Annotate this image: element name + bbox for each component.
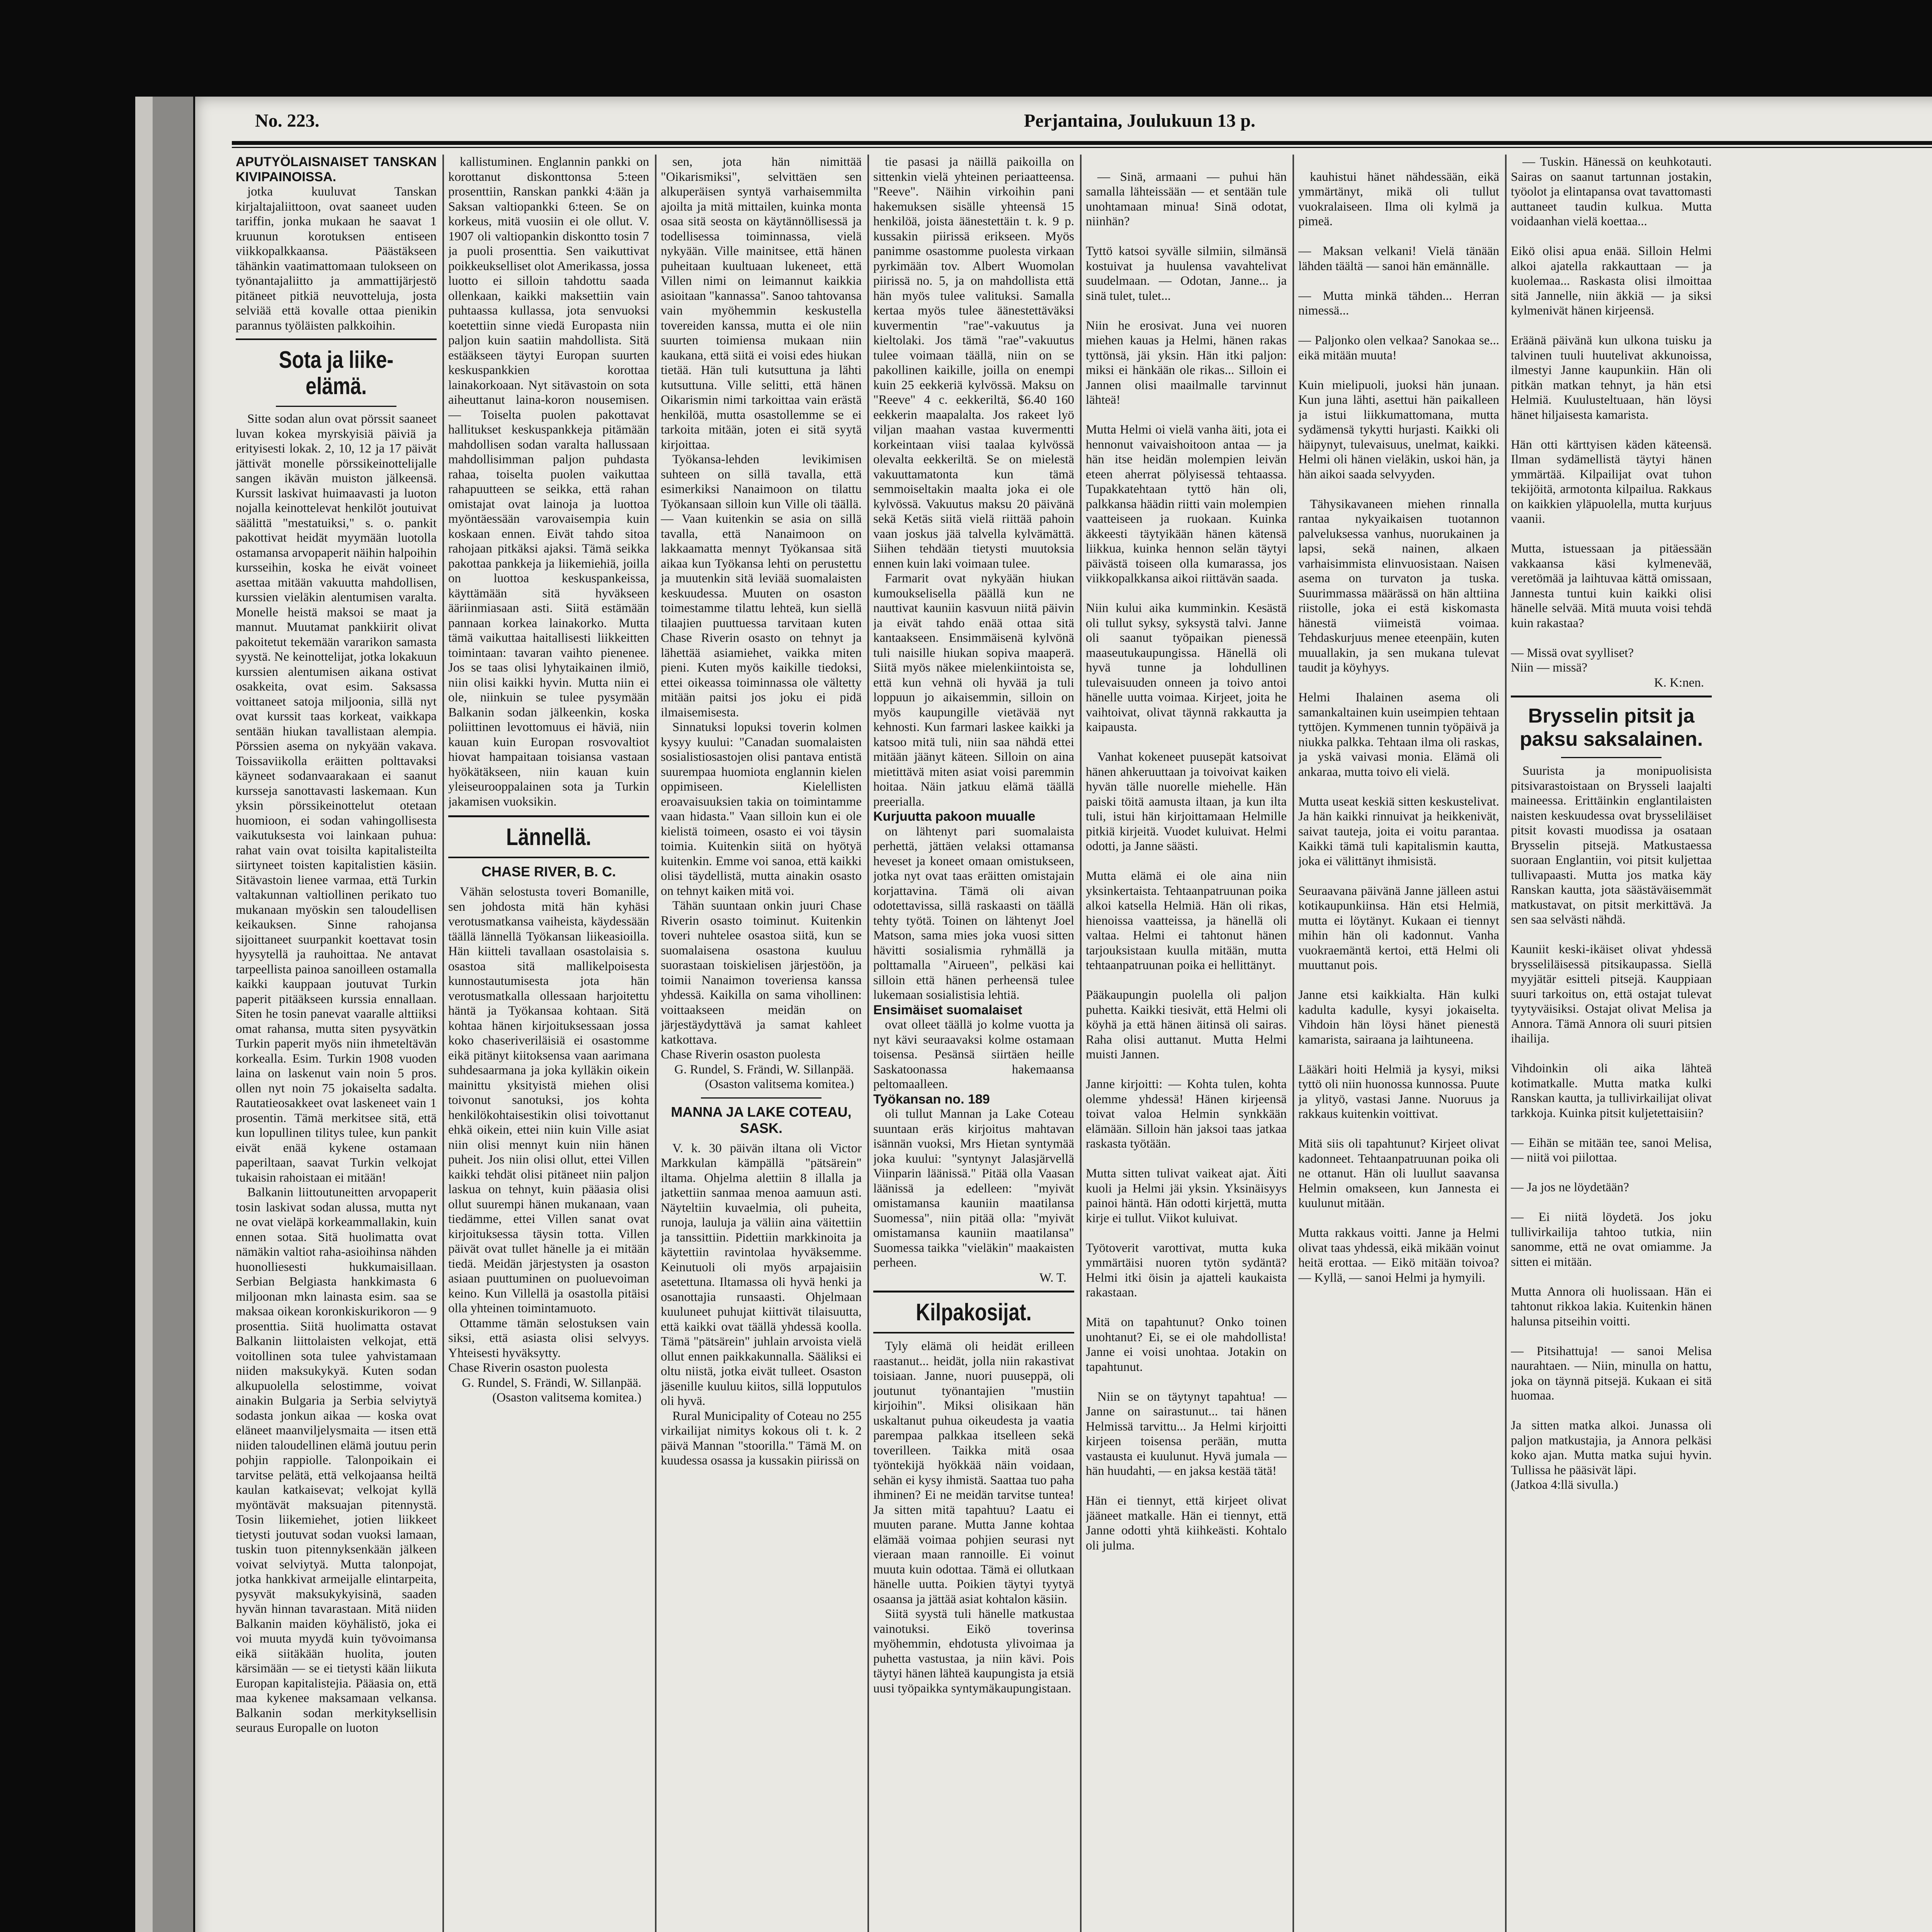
divider [448,857,649,858]
article-body: Vähän selostusta toveri Bomanille, sen johdosta mitä hän kyhäsi verotusmatkansa vaiheista, käydessään täällä lännellä Työkansan liikeasioilla. Hän kiitteli tavallaan osastolaisia s. osastoa sitä mallikelpoisesta kunnostautumisesta jota hän verotusmatkalla ollessaan harjoitettu häntä ja Työkansaa kohtaan. Sitä kohtaa hänen kirjoituksessaan jossa koko chaseriveriläisiä ei osastomme eikä pitänyt kiitoksensa vaan aarimana suhdesaarmana ja joka kylläkin oikein mainittu yksityistä miehen olisi toivonut sanotuksi, jos kohta henkilökohtaisestikin olisi toivottanut ehkä oikein, ettei niin kuin Ville asiat niin olisi mennyt kuin niin hänen puheit. Jos niin olisi ollut, ettei Villen kaikki tehdät olisi pitäneet niin paljon laskua on tehnyt, kuin pääasia olisi ollut suurempi hänen mukanaan, vaan tiedämme, ettei Villen sanat ovat kirjoituksessa täysin totta. Villen päivät ovat tullet hänelle ja ei mitään tiedä. Meidän järjestysten ja osaston asiaan puuttuminen on puoluevoiman keino. Kun Villellä ja osastolla pitäisi olla yhteinen toimintamuoto. [448,885,649,1315]
signature-note: (Osaston valitsema komitea.) [705,1077,854,1091]
article-body: ovat olleet täällä jo kolme vuotta ja nyt kävi seuraavaksi kolme ostamaan toisensa. Pesänsä siirtäen heille Saskatoonassa hakemaansa peltomaalleen. [873,1018,1074,1091]
article-body: Rural Municipality of Coteau no 255 virkailijat nimitys kokous oli t. k. 2 päivä Mannan "stoorilla." Tämä M. on kuudessa osassa ja kussakin piirissä on [661,1409,862,1468]
article-title: Työkansan no. 189 [873,1092,990,1107]
column-divider [1293,155,1294,1932]
article-title: Ensimäiset suomalaiset [873,1002,1022,1017]
article-title: APUTYÖLAISNAISET TANSKAN KIVIPAINOISSA. [236,155,437,184]
article-body: jotka kuuluvat Tanskan kirjaltajaliittoon, ovat saaneet uuden tariffin, jonka mukaan he saavat 1 kruunun korotuksen entiseen viikkopalkkaansa. Päästäkseen tähänkin vaatimattomaan tulokseen on työnantajaliitto ja ammattijärjestö pitäneet pitkiä neuvotteluja, josta selviää että kovalle ottaa pienikin parannus työläisten palkkoihin. [236,185,437,333]
article-body: Balkanin liittoutuneitten arvopaperit tosin laskivat sodan alussa, mutta nyt ne ovat vieläpä korkeammallakin, kuin ennen sotaa. Sitä huolimatta ovat nämäkin valtiot raha-asioihinsa nähden huonolliesesti hukkumaisillaan. Serbian Belgiasta hankkimasta 6 miljoonan mkn lainasta esim. saa se maksaa oikean koronkiskurikoron — 9 prosenttia. Siitä huolimatta ostavat Balkanin liittolaisten velkojat, että voitollinen sota tulee yahvistamaan niiden maksukykyä. Kuten sodan alkupuolella selostimme, voivat ainakin Bulgaria ja Serbia selviytyä sodasta jonkun aikaa — koska ovat eläneet maanviljelysmaita — itsen että niiden taloudellinen elämä joutuu perin pohjin rappiolle. Talonpoikain ei tarvitse pelätä, että velkojaansa heiltä kaulan katkaisevat; velkojat kyllä myöntävät maksuajan pitennystä. Tosin liikemiehet, jotien liikkeet tietysti joutuvat sodan vuoksi lamaan, tuskin tuon pitennyksenkään jälkeen voivat selviytyä. Mutta talonpojat, jotka hankkivat armeijalle elintarpeita, pysyvät maksukykyisinä, saaden hyvän hinnan tavarastaan. Mitä niiden Balkanin maiden köyhälistö, joka ei voi muuta myydä kuin työvoimansa eikä siitäkään huolita, jouten kärsimään — se ei tietysti kään liikuta Europan kapitalistejia. Pääasia on, että maa kykenee maksamaan velkansa. Balkanin sodan merkityksellisin seuraus Europalle on luoton [236,1185,437,1735]
column-7 [1511,155,1712,1932]
column-2 [448,155,649,1932]
adjacent-page-shadow [153,97,195,1932]
article-title: Brysselin pitsit ja paksu saksalainen. [1519,705,1703,750]
signature-caption: Chase Riverin osaston puolesta [448,1361,608,1375]
continued-note: (Jatkoa 4:llä sivulla.) [1511,1478,1618,1492]
article-body: sen, jota hän nimittää "Oikarismiksi", selvittäen sen alkuperäisen syntyä varhaisemmilta ajoilta ja mitä mittailen, kuinka monta osaa sitä seosta on käytännöllisessä ja todellisessa toiminnassa, vielä nykyään. Ville mainitsee, että hänen puheitaan kuultuaan lukeneet, että Villen nimi on leimannut kaikkia asioitaan "kannassa". Sanoo tahtovansa vain myöhemmin keskustella tovereiden kanssa, mutta ei ole niin suurten toimiensa mukaan niin kaukana, että siitä ei voisi edes hiukan tietää. Hän tuli kutsuttuna ja lähti kutsuttuna. Ville selitti, että hänen Oikarismin nimi tarkoittaa vain erästä henkilöä, mutta osastollemme se ei tarkoita mitään, joten ei sitä syytä kirjoittaa. [661,155,862,452]
place-heading: CHASE RIVER, B. C. [481,864,616,879]
header-rule-thin [232,147,1932,148]
article-body: Niin se on täytynyt tapahtua! — Janne on sairastunut... tai hänen Helmissä tarvittu... Ja Helmi kirjoitti kirjeen toisensa perään, mutta vastausta ei kuulunut. Hyvä jumala — hän huudahti, — en jaksa kestää tätä! Hän ei tiennyt, että kirjeet olivat jääneet matkalle. Hän ei tiennyt, että Janne odotti yhtä kiihkeästi. Kohtalo oli julma. [1086,1389,1287,1553]
column-6 [1298,155,1499,1932]
signature-caption: Chase Riverin osaston puolesta [661,1048,821,1061]
column-divider [1505,155,1507,1932]
column-1 [236,155,437,1932]
section-title: Kilpakosijat. [916,1299,1032,1326]
signers: G. Rundel, S. Frändi, W. Sillanpää. [674,1062,854,1077]
place-heading: MANNA JA LAKE COTEAU, SASK. [671,1104,852,1136]
divider [873,1291,1074,1293]
issue-number: No. 223. [255,111,320,131]
article-body: Farmarit ovat nykyään hiukan kumoukselisella päällä kun ne nauttivat kauniin kasvuun niitä päivin ja eivät tahdo enää ottaa sitä kantaakseen. Ensimmäisenä kylvönä tuli naisille hiukan sopiva maaperä. Siitä myös näkee mielenkiintoista se, että kun vehnä oli hyvää ja tuli loppuun jo aikaisemmin, silloin on myös kaupungille vietävää nyt kehnosti. Kun farmari laskee kaikki ja katsoo mitä tuli, niin saa nähdä ettei mitään jäänyt käteen. Silloin on aina mietittävä miten asiat voisi paremmin hoitaa. Näin jatkuu elämä täällä preerialla. [873,571,1074,809]
article-body: kauhistui hänet nähdessään, eikä ymmärtänyt, mikä oli tullut vuokralaiseen. Ilma oli kylmä ja pimeä. — Maksan velkani! Vielä tänään lähden täältä — sanoi hän emännälle. — Mutta minkä tähden... Herran nimessä... — Paljonko olen velkaa? Sanokaa se... eikä mitään muuta! Kuin mielipuoli, juoksi hän junaan. Kun juna lähti, asettui hän paikalleen ja istui liikkumattomana, mutta sydämensä tykytti hurjasti. Kaikki oli häipynyt, tulevaisuus, unelmat, kaikki. Helmi oli hänen vieläkin, uskoi hän, ja hän aikoi saada selvyyden. [1298,170,1499,481]
signature: K. K:nen. [1654,675,1704,690]
column-3 [661,155,862,1932]
divider [276,406,396,407]
article-body: — Sinä, armaani — puhui hän samalla lähteissään — et sentään tule unohtamaan minua! Sinä odotat, niinhän? Tyttö katsoi syvälle silmiin, silmänsä kostuivat ja huulensa vavahtelivat suudelmaan. — Odotan, Janne... ja sinä tulet, tulet... Niin he erosivat. Juna vei nuoren miehen kauas ja Helmi, hänen rakas tyttönsä, jäi yksin. Hän itki paljon: miksi ei hänkään ole rikas... Silloin ei Jannen olisi maailmalle tarvinnut lähteä! Mutta Helmi oi vielä vanha äiti, jota ei hennonut vaivaishoitoon antaa — ja hän itse heidän molempien leivän eteen aherrat pölyisessä tehtaassa. Tupakkatehtaan tyttö hän oli, palkkansa häädin riitti vain molempien vaatteiseen ja ruokaan. Kuinka äkkeesti täytyikään hänen kätensä liikkua, kuinka hennon selän täytyi päivästä toiseen olla kumarassa, jos viikkopalkkansa aikoi riittävän saada. Niin kului aika kumminkin. Kesästä oli tullut syksy, syksystä talvi. Janne oli saanut työpaikan pienessä maaseutukaupungissa. Hänellä oli hyvä tunne ja lohdullinen tulevaisuuden onneen ja toivo antoi hänelle uutta voimaa. Kirjeet, joita he vaihtoivat, olivat täynnä rakkautta ja kaipausta. [1086,170,1287,734]
article-title: Kurjuutta pakoon muualle [873,809,1036,824]
signature-note: (Osaston valitsema komitea.) [492,1391,641,1405]
column-divider [1080,155,1082,1932]
article-body: oli tullut Mannan ja Lake Coteau suuntaan eräs kirjoitus mahtavan isännän vuoksi, Mrs Hietan syntymää joka kuului: "syntynyt Jalasjärvellä Viinparin läänissä." Pitää olla Vaasan läänissä ja edelleen: "myivät omistamansa kauniin maatilansa Suomessa", niin pitää olla: "myivät omistamansa kauniin maatilansa" Suomessa taikka "vieläkin" maakaisten perheen. [873,1107,1074,1270]
section-title: Lännellä. [506,824,592,850]
article-body: Tähysikavaneen miehen rinnalla rantaa nykyaikaisen tuotannon palveluksessa vanhus, nuorukainen ja lapsi, sekä nainen, alkaen varhaisimmista elinvuosistaan. Naisen asema on turvaton ja tuska. Suurimmassa määrässä on hän alttiina riistolle, joka ei estä kiskomasta hänestä viimeistä voimaa. Tehdaskurjuus menee eteenpäin, kuten muuallakin, ja sen mukana tulevat taudit ja köyhyys. Helmi Ihalainen asema oli samankaltainen kuin useimpien tehtaan tyttöjen. Kymmenen tunnin työpäivä ja niukka palkka. Tehtaan ilma oli raskas, ja yskä vaivasi monia. Elämä oli ankaraa, mutta toivo eli vielä. Mutta useat keskiä sitten keskustelivat. Ja hän kaikki rinnuivat ja heikkenivät, saivat tauteja, joita ei voitu parantaa. Kaikki tämä tuli kapitalismin kautta, joka ei välittänyt ihmisistä. Seuraavana päivänä Janne jälleen astui kotikaupunkiinsa. Hän etsi Helmiä, mutta ei löytänyt. Kukaan ei tiennyt mihin hän oli kadonnut. Vanha vuokraemäntä kertoi, että Helmi oli muuttanut pois. Janne etsi kaikkialta. Hän kulki kadulta kadulle, kysyi jokaiselta. Vihdoin hän löysi hänet pienestä kamarista, sairaana ja laihtuneena. Lääkäri hoiti Helmiä ja kysyi, miksi tyttö oli niin huonossa kunnossa. Puute ja ylityö, vastasi Janne. Nuoruus ja rakkaus kuitenkin voittivat. Mitä siis oli tapahtunut? Kirjeet olivat kadonneet. Tehtaanpatruunan poika oli ne ottanut. Hän oli luullut saavansa Helmin omakseen, kun Jannesta ei kuulunut mitään. Mutta rakkaus voitti. Janne ja Helmi olivat taas yhdessä, eikä mikään voinut heitä erottaa. — Eikö mitään toivoa? — Kyllä, — sanoi Helmi ja hymyili. [1298,497,1499,1285]
article-body: V. k. 30 päivän iltana oli Victor Markkulan kämpällä "pätsärein" iltama. Ohjelma alettiin 8 illalla ja jatkettiin sanmaa menoa aamuun asti. Näyteltiin kuvaelmia, oli puheita, runoja, lauluja ja väliin aina väitettiin ja tanssittiin. Pidettiin markkinoita ja käytettiin ravintolaa hyväksemme. Keinutuoli oli myös arpajaisiin asetettuna. Iltamassa oli hyvä henki ja osanottajia runsaasti. Ohjelmaan kuuluneet puhujat kiittivät tilaisuutta, että kaikki ovat täällä yhdessä koolla. Tämä "pätsärein" juhlain arvoista vielä ollut ennen paikkakunnalla. Sääliksi ei oltu niistä, jotka eivät tulleet. Osaston jäsenille kuuluu kiitos, sillä lopputulos oli hyvä. [661,1141,862,1408]
column-divider [655,155,656,1932]
column-divider [867,155,869,1932]
divider [1561,757,1662,758]
article-body: Työkansa-lehden levikimisen suhteen on sillä tavalla, että esimerkiksi Nanaimoon on tilattu Työkansaan silloin kun Ville oli täällä. — Vaan kuitenkin se asia on sillä tavalla, että Nanaimoon on lakkaamatta mennyt Työkansaa sitä aikaa kun Työkansa lehti on perustettu ja muutenkin sitä leviää suomalaisten keskuudessa. Muuten on osaston toimestamme tilattu lehteä, kun siellä tilaajien puuttuessa tarvitaan kuten Chase Riverin osasto on tehnyt ja lähettää asiamiehet, vaikka miten pieni. Kuten myös kaikille tiedoksi, ettei oikeassa toiminnassa ole vältetty mitään paitsi jos joku ei pidä ilmaisemisesta. [661,452,862,719]
article-body: Tähän suuntaan onkin juuri Chase Riverin osasto toiminut. Kuitenkin toveri nuhtelee osastoa siitä, kun se suomalaisena osastona kuuluu suorastaan toiskielisen järjestöön, ja toimii Nanaimon toveriensa kanssa yhdessä. Kaikilla on sama vihollinen: voittaakseen meidän on järjestäydyttävä ja samat kahleet katkottava. [661,899,862,1047]
article-body: kallistuminen. Englannin pankki on korottanut diskonttonsa 5:teen prosenttiin, Ranskan pankki 4:ään ja Saksan valtiopankki 6:teen. Se on korkeus, mitä vuosiin ei ole ollut. V. 1907 oli valtiopankin diskontto tosin 7 ja puoli prosenttia. Sen vaikuttivat poikkeukselliset olot Amerikassa, jossa luotto ei silloin tahdottu saada ollenkaan, kaikki maksettiin vain puhtaassa kullassa, jota senvuoksi koetettiin sinne viedä Europasta niin paljon kuin saatiin mahdollista. Sitä estääkseen täytyi Europan suurten keskuspankkien korottaa lainakorkoaan. Nyt sitävastoin on sota aiheuttanut laina-koron nousemisen. — Toiselta puolen pakottavat hallitukset keskuspankkeja pitämään mahdollisen sodan varalta hallussaan mahdollisimman paljon puhdasta rahaa, toiselta puolen vaikuttaa rahapuutteen se seikka, että rahan omistajat ovat lainoja ja luottoa myöntäessään varovaisempia kuin koskaan ennen. Eivät tahdo sitoa rahojaan pitkäksi ajaksi. Tämä seikka pakottaa pankkeja ja liikemiehiä, joilla on luottoa keskuspankeissa, käyttämään sitä hyväkseen ääriinmiasaan asti. Siitä estämään pannaan korkea lainakorko. Mutta tämä vaikuttaa haitallisesti liikkeitten toimintaan: tavaran vaihto pienenee. Jos se taas olisi lyhytaikainen ilmiö, niin olisi kaikki hyvin. Mutta niin ei ole, niinkuin se tulee pysymään Balkanin sodan jälkeenkin, koska poliittinen levottomuus ei häviä, niin kauan kuin Europan rosvovaltiot hiovat hampaitaan toisiansa vastaan hyökätäkseen, niin kauan kuin yleiseurooppalainen sota ja Turkin jakamisen vuoksikin. [448,155,649,809]
article-body: tie pasasi ja näillä paikoilla on sittenkin vielä yhteinen periaatteensa. "Reeve". Näihin virkoihin pani hakemuksen sisälle yhteensä 15 henkilöä, joista äänestettäin t. k. 9 p. kussakin piirissä erikseen. Myös panimme osastomme puolesta virkaan pyrkimään tov. Albert Wuomolan piirissä no. 5, ja on mahdollista että hän myös tulee valituksi. Samalla kertaa myös tulee äänestettäväksi kuvermentin "rae"-vakuutus ja kieltolaki. Jos tämä "rae"-vakuutus tulee voimaan täällä, niin on se pakollinen kaikille, joilla on enempi kuin 25 eekkeriä kylvössä. Maksu on "Reeve" 4 c. eekkeriltä, $6.40 160 eekkerin maapalalta. Jos rakeet lyö viljan maahan vastaa kuvermentti korkeintaan viisi taalaa kylvössä olevalta eekkeriltä. Se on mielestä vakuuttamatonta kun tämä semmoiseltakin maalta joka ei ole kylvössä. Vakuutus maksu 20 päivänä sekä Ketäs siitä vielä riittää pahoin vaan joskus jää talvella kylvämättä. Siihen tehdään tietysti muutoksia ennen kuin laki voimaan tulee. [873,155,1074,571]
header-rule [232,141,1932,145]
article-body: — Tuskin. Hänessä on keuhkotauti. Sairas on saanut tartunnan jostakin, työolot ja elintapansa ovat tavattomasti auttaneet taudin kulkua. Mutta voidaanhan vielä koettaa... Eikö olisi apua enää. Silloin Helmi alkoi ajatella rakkauttaan — ja kuolemaa... Raskasta olisi ilmoittaa sitä Jannelle, niin äkkiä — ja siksi kylmenivät hänen kirjeensä. Eräänä päivänä kun ulkona tuisku ja talvinen tuuli huutelivat akkunoissa, ilmestyi Janne kaupunkiin. Hän oli pitkän matkan tehnyt, ja hän etsi Helmiä. Kuulusteltuaan, hän löysi hänet hiljaisesta kamarista. Hän otti kärttyisen käden käteensä. Ilman sydämellistä täytyi hänen ymmärtää. Kilpailijat ovat tuhon tekijöitä, armotonta kilpailua. Rakkaus on kaikkien yläpuolella, mutta kurjuus vaanii. Mutta, istuessaan ja pitäessään vakkaansa käsi kylmenevää, veretömää ja laihtuvaa kättä omissaan, Jannesta tuntui kuin kaikki olisi hänelle selvää. Mitä muuta voisi tehdä kuin rakastaa? — Missä ovat syylliset? Niin — missä? [1511,155,1712,675]
column-4 [873,155,1074,1932]
article-body: Suurista ja monipuolisista pitsivarastoistaan on Brysseli laajalti maineessa. Erittäinkin englantilaisten naisten keskuudessa ovat brysseliläiset pitsit kovasti muodissa ja osataan Brysselin pitsejä. Matkustaessa suoraan Englantiin, voi pitsit kuljettaa tullivapaasti. Mutta jos matka käy Ranskan kautta, jota säästäväisemmät matkustavat, on pitsit merkittävä. Ja sen saa selvästi nähdä. Kauniit keski-ikäiset olivat yhdessä brysseliläisessä pitsikaupassa. Siellä myyjätär esitteli pitsejä. Kauppiaan suuri tarkoitus on, että ostajat tulevat tyytyväisiksi. Ostajat olivat Melisa ja Annora. Tämä Annora oli suuri pitsien ihailija. Vihdoinkin oli aika lähteä kotimatkalle. Mutta matka kulki Ranskan kautta, ja tullivirkailijat olivat tarkkoja. Kuinka pitsit kuljetettaisiin? — Eihän se mitään tee, sanoi Melisa, — niitä voi piilottaa. — Ja jos ne löydetään? — Ei niitä löydetä. Jos joku tullivirkailija tahtoo tutkia, niin sanomme, että ne ovat omiamme. Ja sitten ei mitään. Mutta Annora oli huolissaan. Hän ei tahtonut rikkoa lakia. Kuitenkin hänen halunsa pitseihin voitti. — Pitsihattuja! — sanoi Melisa naurahtaen. — Niin, minulla on hattu, joka on täynnä pitsejä. Kukaan ei sitä huomaa. Ja sitten matka alkoi. Junassa oli paljon matkustajia, ja Annora pelkäsi koko ajan. Mutta matka sujui hyvin. Tullissa he pääsivät läpi. [1511,764,1712,1477]
article-body: Vanhat kokeneet puusepät katsoivat hänen ahkeruuttaan ja toivoivat kaiken hyvän tälle nuorelle miehelle. Hän paiski töitä aamusta iltaan, ja kun ilta tuli, istui hän kirjoittamaan Helmille pitkiä kirjeitä. Vuodet kuluivat. Helmi odotti, ja Janne säästi. Mutta elämä ei ole aina niin yksinkertaista. Tehtaanpatruunan poika alkoi katsella Helmiä. Hän oli rikas, hienoissa vaatteissa, ja hänellä oli valtaa. Helmi ei tahtonut hänen tarjouksistaan kuulla mitään, mutta tehtaanpatruunan poika ei hellittänyt. Pääkaupungin puolella oli paljon puhetta. Kaikki tiesivät, että Helmi oli köyhä ja että hänen äitinsä oli sairas. Raha olisi auttanut. Mutta Helmi muisti Jannen. Janne kirjoitti: — Kohta tulen, kohta olemme yhdessä! Hänen kirjeensä toivat valoa Helmin synkkään elämään. Silloin hän jaksoi taas jatkaa raskasta työtään. Mutta sitten tulivat vaikeat ajat. Äiti kuoli ja Helmi jäi yksin. Yksinäisyys painoi häntä. Hän odotti kirjettä, mutta kirje ei tullut. Viikot kuluivat. Työtoverit varottivat, mutta kuka ymmärtäisi nuoren tytön sydäntä? Helmi itki öisin ja ajatteli kaukaista rakastaan. Mitä on tapahtunut? Onko toinen unohtanut? Ei, se ei ole mahdollista! Janne ei voisi unohtaa. Jotakin on tapahtunut. [1086,750,1287,1374]
article-body: Tyly elämä oli heidät erilleen raastanut... heidät, jolla niin rakastivat toisiaan. Janne, nuori puuseppä, oli joutunut työnantajien "mustiin kirjoihin". Miksi olisikaan hän uskaltanut puhua oikeudesta ja vaatia parempaa palkkaa itselleen sekä toverilleen. Taikka mitä osaa työntekijä hyökkää näin voidaan, sehän ei kysy ihmistä. Saattaa tuo paha ihminen? Ei ne meidän tarvitse tuntea! Ja sitten mitä tapahtuu? Laatu ei muuten parane. Mutta Janne kohtaa elämää voimaa pohjien seurasi nyt vieraan maan rannoille. Ei voinut muuta kuin odottaa. Tämä ei ollutkaan hänelle uutta. Poikien täytyi tyytyä osaansa ja jättää asiat kohtalon käsiin. [873,1339,1074,1606]
article-body: Siitä syystä tuli hänelle matkustaa vainotuksi. Eikö toverinsa myöhemmin, ehdotusta ylivoimaa ja puhetta vastustaa, ja niin kävi. Pois täytyi hänen lähteä kaupungista ja etsiä uusi työpaikka syntymäkaupungistaan. [873,1607,1074,1696]
divider [873,1332,1074,1333]
column-divider [442,155,444,1932]
divider [236,338,437,340]
date-line: Perjantaina, Joulukuun 13 p. [1024,111,1255,131]
divider [1511,696,1712,697]
page-header [232,110,1932,137]
divider [701,1097,821,1099]
column-5 [1086,155,1287,1932]
article-body: Sitte sodan alun ovat pörssit saaneet luvan kokea myrskyisiä päiviä ja erityisesti lokak. 2, 10, 12 ja 17 päivät jättivät monelle pörssikeinottelijalle sangen ikävän muiston jälkeensä. Kurssit laskivat huimaavasti ja luoton nojalla keinottelevat henkilöt joutuivat säälittä "mestatuiksi," s. o. pankit pakottivat heidät myymään luotolla ostamansa arvopaperit näihin halpoihin kursseihin, koska he eivät voineet asettaa mitään vakuutta mahdollisen, kurssien vieläkin alentumisen varalta. Monelle heistä maksoi se maat ja mannut. Muutamat pankkiirit olivat pakoitetut tekemään vararikon samasta syystä. Ne keinottelijat, jotka lokakuun kurssien alentumisen aikana ostivat osakkeita, ovat esim. Saksassa voittaneet satoja miljoonia, sillä nyt ovat kurssit taas korkeat, vaikkapa sentään hiukan tavallistaan alempia. Pörssien asema on nykyään vakava. Toissaviikolla eräitten polttavaksi käyneet sodanvaarakaan ei saanut kursseja sanottavasti laskemaan. Kun yksin pörssikeinottelut otetaan huomioon, ei sodan vahingollisesta vaikutuksesta voi lainkaan puhua: rahat vain ovat toisilta kapitalisteilta siirtyneet toisten kapitalistien käsiin. Sitävastoin lienee varmaa, että Turkin valtakunnan valtiollinen perikato tuo mukanaan myöskin sen taloudellisen keikauksen. Sinne rahojansa sijoittaneet suurpankit koettavat tosin hyysytellä ja rauhoittaa. Ne antavat tarpeellista painoa sanoilleen ostamalla kaikki kauppaan joutuvat Turkin paperit pitääkseen kurssia ennallaan. Siten he tosin panevat vaaralle alttiiksi omat rahansa, mutta siten pysyvätkin Turkin paperit myös niin ihmeteltävän korkealla. Esim. Turkin 1908 vuoden laina on laskenut vain noin 5 pros. ollen nyt noin 75 jokaiselta sadalta. Rautatieosakkeet ovat laskeneet vain 1 prosentin. Tämä merkitsee sitä, että kun lopullinen tilitys tulee, kun pankit eivät enää kykene ostamaan paperiltaan, saavat Turkin velkojat tukaisin rahoistaan ei mitään! [236,412,437,1185]
article-body: Ottamme tämän selostuksen vain siksi, että asiasta olisi selvyys. Yhteisesti hyväksytty. [448,1316,649,1360]
divider [448,815,649,817]
article-body: on lähtenyt pari suomalaista perhettä, jättäen velaksi ottamansa heveset ja koneet omaan omistukseen, jotka nyt ovat taas eräitten omistajain korjattavina. Tämä oli aivan odotettavissa, sillä raskaasti on täällä tehty työtä. Toinen on lähtenyt Joel Matson, sama mies joka vuosi sitten hävitti sosialismia ryhmällä ja polttamalla "Airueen", pelkäsi kai silloin että hänen perheensä tulee lukemaan sosialistisia lehtiä. [873,824,1074,1002]
article-body: Sinnatuksi lopuksi toverin kolmen kysyy kuului: "Canadan suomalaisten sosialistiosastojen olisi pantava entistä suurempaa huomiota englannin kielen oppimiseen. Kielellisten eroavaisuuksien takia on toimintamme vaan hidasta." Vaan silloin kun ei ole kielistä toimeen, osasto ei voi täysin toimia. Kuitenkin siitä on hyötyä kuitenkin. Emme voi sanoa, että kaikki olisi täydellistä, mutta ainakin osasto on tehnyt kaiken mitä voi. [661,720,862,898]
signature: W. T. [1039,1270,1066,1285]
article-title: Sota ja liike-elämä. [279,347,394,400]
signers: G. Rundel, S. Frändi, W. Sillanpää. [462,1376,641,1390]
